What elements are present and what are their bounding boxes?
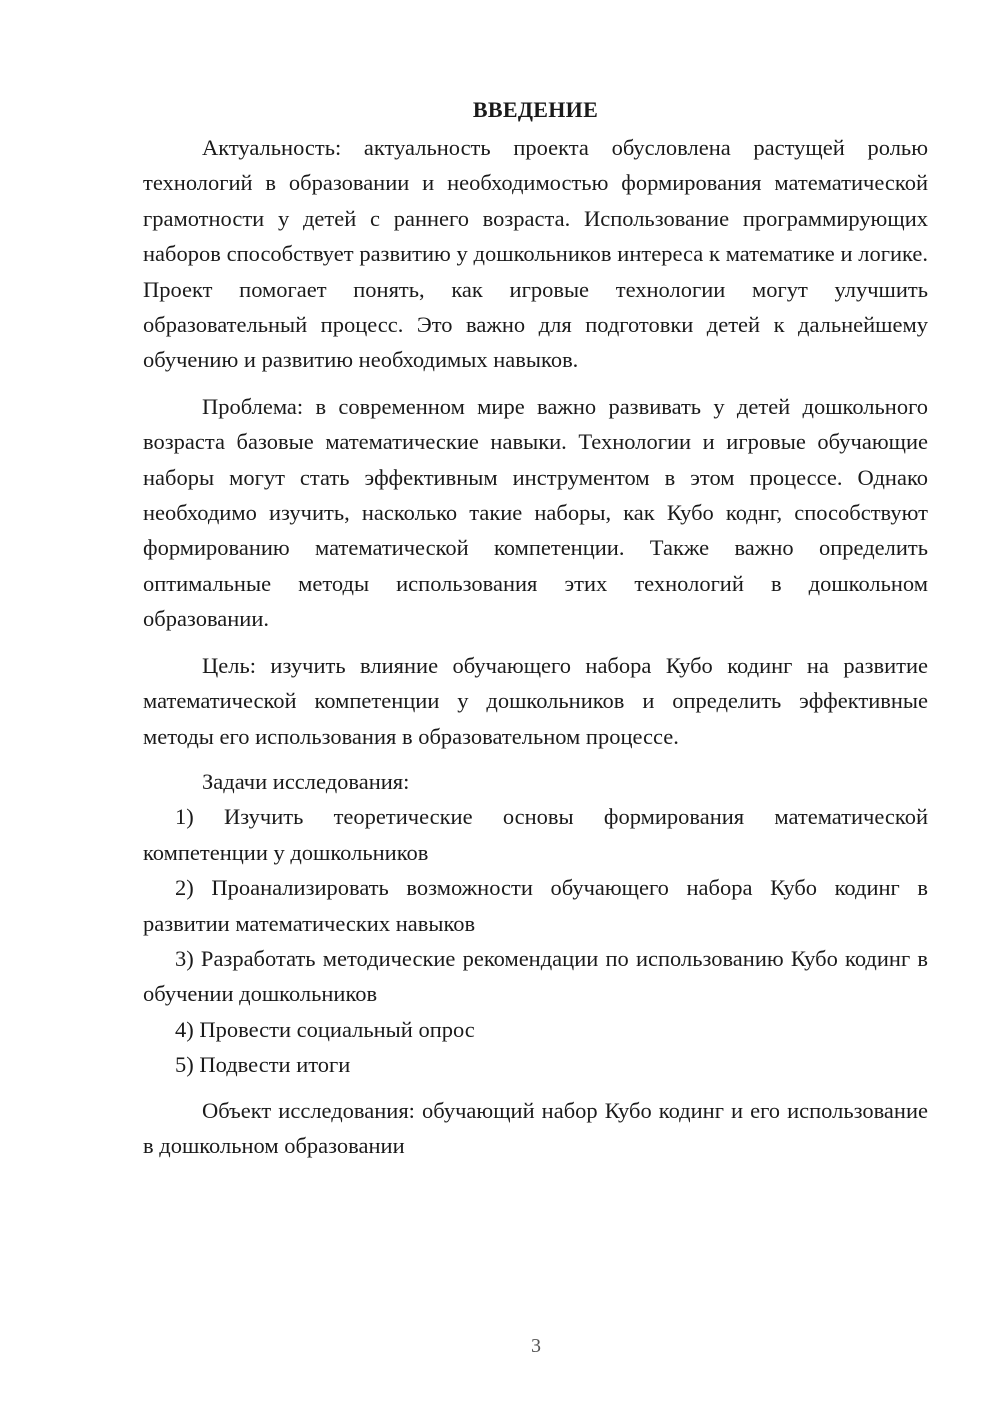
task-item: 3) Разработать методические рекомендации по использованию Кубо кодинг в обучении дошкольников	[143, 945, 928, 1007]
tasks-heading: Задачи исследования:	[202, 768, 410, 794]
object-paragraph: Объект исследования: обучающий набор Кубо кодинг и его использование в дошкольном образовании	[143, 1097, 928, 1158]
tasks-list	[143, 799, 928, 1082]
task-item: 4) Провести социальный опрос	[175, 1016, 475, 1042]
task-item: 2) Проанализировать возможности обучающего набора Кубо кодинг в развитии математических навыков	[143, 875, 928, 936]
problem-paragraph: Проблема: в современном мире важно развивать у детей дошкольного возраста базовые математические навыки. Технологии и игровые обучающие наборы могут стать эффективным инструментом в этом процессе. Однако необходимо изучить, насколько такие наборы, как Кубо коднг, способствуют формированию математической компетенции. Также важно определить оптимальные методы использования этих технологий в дошкольном образовании.	[143, 393, 928, 632]
task-item: 5) Подвести итоги	[175, 1052, 351, 1078]
task-item: 1) Изучить теоретические основы формирования математической компетенции у дошкольников	[143, 804, 928, 865]
goal-paragraph: Цель: изучить влияние обучающего набора Кубо кодинг на развитие математической компетенции у дошкольников и определить эффективные методы его использования в образовательном процессе.	[143, 652, 928, 749]
relevance-paragraph: Актуальность: актуальность проекта обусловлена растущей ролью технологий в образовании и необходимостью формирования математической грамотности у детей с раннего возраста. Использование программирующих наборов способствует развитию у дошкольников интереса к математике и логике. Проект помогает понять, как игровые технологии могут улучшить образовательный процесс. Это важно для подготовки детей к дальнейшему обучению и развитию необходимых навыков.	[143, 135, 928, 373]
document-page	[143, 92, 928, 1163]
page-number: 3	[531, 1335, 541, 1357]
page-title: ВВЕДЕНИЕ	[472, 97, 599, 122]
